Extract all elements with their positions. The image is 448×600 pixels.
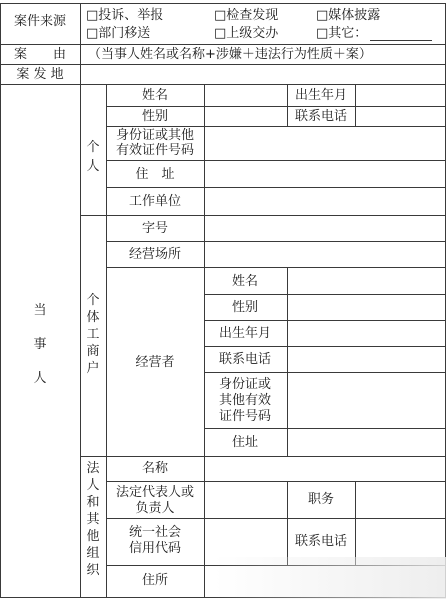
legal-phone-label: 联系电话 [294, 534, 348, 549]
operator-gender-label: 性别 [231, 300, 259, 315]
table-border-top [0, 3, 446, 4]
other-source-blank[interactable] [370, 40, 432, 41]
source-option-complaint[interactable]: □投诉、举报 [86, 8, 164, 23]
operator-address-label: 住址 [231, 435, 259, 450]
individual-work-label: 工作单位 [128, 194, 182, 209]
row-divider [0, 84, 446, 85]
watermark-shade [214, 557, 446, 599]
individual-birth-label: 出生年月 [294, 88, 348, 103]
column-divider [204, 456, 205, 597]
table-border-right [445, 3, 446, 598]
legal-position-label: 职务 [307, 492, 335, 507]
column-divider [287, 84, 288, 126]
individual-name-label: 姓名 [141, 88, 169, 103]
row-divider [106, 481, 446, 482]
legal-entity-label: 法人和其他组织 [86, 461, 100, 578]
operator-name-label: 姓名 [231, 274, 259, 289]
row-divider [0, 44, 446, 45]
cause-hint: （当事人姓名或名称+涉嫌＋违法行为性质＋案） [88, 47, 372, 62]
operator-phone-label: 联系电话 [218, 352, 272, 367]
business-operator-label: 经营者 [135, 355, 175, 370]
row-divider [204, 320, 446, 321]
source-option-department[interactable]: □部门移送 [86, 26, 151, 41]
source-option-media[interactable]: □媒体披露 [316, 8, 381, 23]
source-label: 案件来源 [13, 14, 67, 29]
individual-id-label: 身份证或其他有效证件号码 [115, 128, 194, 158]
row-divider [80, 456, 446, 457]
column-divider [204, 84, 205, 215]
row-divider [204, 372, 446, 373]
column-divider [355, 84, 356, 126]
row-divider [106, 187, 446, 188]
legal-credit-label: 统一社会信用代码 [128, 525, 181, 556]
individual-phone-label: 联系电话 [294, 109, 348, 124]
label-column-divider [80, 3, 81, 598]
business-trade-name-label: 字号 [141, 221, 169, 236]
row-divider [204, 294, 446, 295]
row-divider [106, 160, 446, 161]
column-divider [355, 481, 356, 565]
row-divider [204, 428, 446, 429]
business-premises-label: 经营场所 [128, 247, 182, 262]
row-divider [106, 518, 446, 519]
party-label: 当事人 [33, 303, 47, 386]
row-divider [204, 346, 446, 347]
row-divider [0, 64, 446, 65]
legal-name-label: 名称 [141, 461, 169, 476]
row-divider [106, 126, 446, 127]
individual-gender-label: 性别 [141, 109, 169, 124]
row-divider [106, 267, 446, 268]
column-divider [287, 267, 288, 456]
individual-address-label: 住 址 [135, 167, 175, 182]
operator-id-label: 身份证或其他有效证件号码 [218, 377, 271, 424]
category-column-divider [106, 84, 107, 598]
individual-label: 个人 [86, 140, 100, 174]
cause-label: 案 由 [13, 47, 67, 62]
row-divider [106, 241, 446, 242]
row-divider [80, 215, 446, 216]
column-divider [287, 481, 288, 565]
row-divider [106, 106, 446, 107]
source-option-inspection[interactable]: □检查发现 [214, 8, 279, 23]
legal-rep-label: 法定代表人或负责人 [115, 485, 194, 516]
legal-address-label: 住所 [141, 573, 169, 588]
source-option-superior[interactable]: □上级交办 [214, 26, 279, 41]
table-border-left [0, 3, 1, 598]
source-option-other[interactable]: □其它： [316, 26, 368, 41]
location-label: 案 发 地 [16, 67, 64, 82]
business-label: 个体工商户 [86, 293, 100, 376]
column-divider [204, 215, 205, 456]
operator-birth-label: 出生年月 [218, 326, 272, 341]
